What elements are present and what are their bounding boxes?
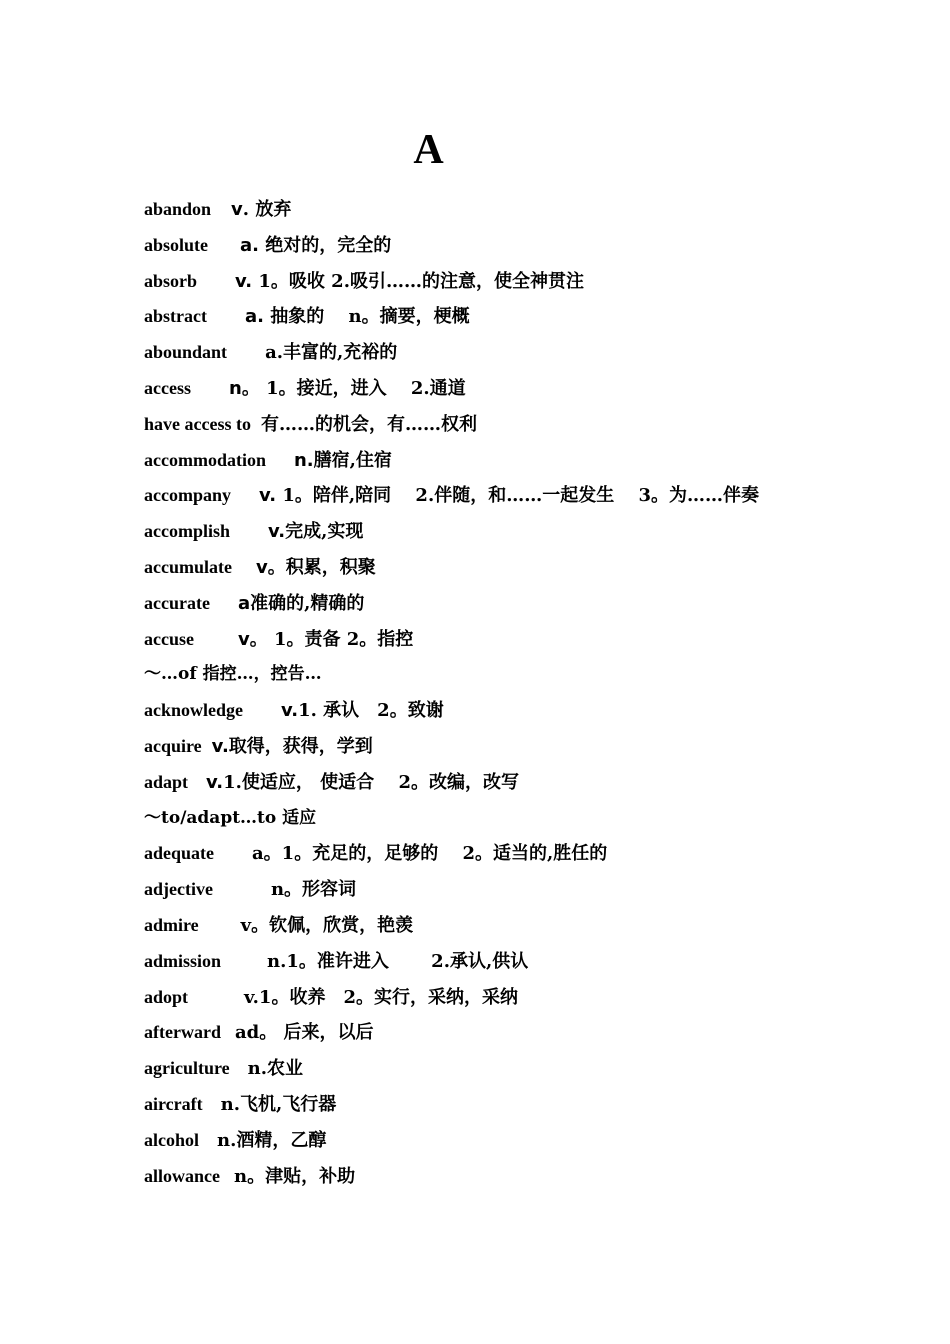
entry-word: adapt <box>144 771 189 792</box>
vocabulary-entry <box>144 371 844 407</box>
entry-word: aboundant <box>144 342 228 363</box>
entry-definition: 1。陪伴,陪同 2.伴随，和……一起发生 3。为……伴奏 <box>276 485 760 507</box>
entry-word: allowance <box>144 1165 220 1186</box>
entry-definition: 1.使适应， 使适合 2。改编，改写 <box>223 771 519 793</box>
entry-word: adequate <box>144 843 215 864</box>
entry-word: accommodation <box>144 449 266 470</box>
entry-definition: 取得，获得，学到 <box>228 735 373 757</box>
vocabulary-entry <box>144 228 844 264</box>
entry-word: alcohol <box>144 1129 200 1150</box>
entry-definition: 1. 承认 2。致谢 <box>298 700 444 722</box>
vocabulary-entry <box>144 407 844 443</box>
vocabulary-entry <box>144 192 844 228</box>
entry-word: acquire <box>144 735 202 756</box>
usage-note <box>144 801 844 837</box>
entry-word: accumulate <box>144 556 232 577</box>
part-of-speech: v. <box>268 521 286 543</box>
entry-word: aircraft <box>144 1093 203 1114</box>
entry-word: adopt <box>144 986 189 1007</box>
entry-word: absorb <box>144 270 198 291</box>
entry-word: access <box>144 377 191 398</box>
part-of-speech: v. <box>259 485 277 507</box>
entry-definition: 绝对的，完全的 <box>259 234 392 256</box>
usage-note-text: ～…of 指控…，控告… <box>144 664 322 685</box>
vocabulary-entry <box>144 443 844 479</box>
entry-definition: a.丰富的,充裕的 <box>265 342 398 364</box>
entry-definition: 。积累，积聚 <box>267 556 376 578</box>
entry-word: admire <box>144 914 199 935</box>
entry-word: accompany <box>144 485 231 506</box>
vocabulary-entry <box>144 1015 844 1051</box>
part-of-speech: v. <box>211 735 229 757</box>
entry-word: afterward <box>144 1022 221 1043</box>
entry-definition: n.1。准许进入 2.承认,供认 <box>267 950 529 972</box>
vocabulary-entry <box>144 944 844 980</box>
entry-definition: a。1。充足的，足够的 2。适当的,胜任的 <box>252 843 608 865</box>
entry-word: agriculture <box>144 1058 230 1079</box>
entry-definition: n。形容词 <box>270 879 357 901</box>
entry-definition: n.农业 <box>247 1058 304 1080</box>
vocabulary-entry <box>144 1123 844 1159</box>
entry-definition: 1。吸收 2.吸引……的注意，使全神贯注 <box>252 270 584 292</box>
entry-definition: n.飞机,飞行器 <box>220 1093 337 1115</box>
vocabulary-entry <box>144 335 844 371</box>
vocabulary-entry <box>144 765 844 801</box>
vocabulary-entry <box>144 264 844 300</box>
entry-definition: ad。 后来，以后 <box>234 1022 374 1044</box>
entry-definition: 完成,实现 <box>285 521 364 543</box>
entry-definition: 有……的机会，有……权利 <box>260 413 477 435</box>
entry-word: abandon <box>144 199 212 219</box>
vocabulary-list <box>144 192 844 1194</box>
entry-definition: n.酒精，乙醇 <box>217 1129 327 1151</box>
vocabulary-entry <box>144 478 844 514</box>
entry-word: have access to <box>144 413 251 434</box>
entry-word: accurate <box>144 592 210 613</box>
vocabulary-entry <box>144 693 844 729</box>
part-of-speech: v. <box>206 771 224 793</box>
vocabulary-entry <box>144 1087 844 1123</box>
usage-note-text: ～to/adapt…to 适应 <box>144 807 317 828</box>
entry-word: adjective <box>144 879 213 900</box>
part-of-speech: v <box>231 199 243 220</box>
vocabulary-entry <box>144 872 844 908</box>
part-of-speech: v <box>237 628 250 650</box>
vocabulary-entry <box>144 299 844 335</box>
vocabulary-entry <box>144 1159 844 1195</box>
entry-word: accomplish <box>144 521 231 542</box>
entry-word: absolute <box>144 234 209 255</box>
vocabulary-entry <box>144 980 844 1016</box>
entry-definition: n。津贴，补助 <box>234 1165 356 1187</box>
vocabulary-entry <box>144 550 844 586</box>
entry-definition: . 放弃 <box>242 199 292 220</box>
entry-definition: 。 1。责备 2。指控 <box>249 628 414 650</box>
entry-definition: v.1。收养 2。实行，采纳，采纳 <box>244 986 518 1008</box>
entry-word: abstract <box>144 306 207 327</box>
page-heading: A <box>413 127 444 173</box>
vocabulary-entry <box>144 586 844 622</box>
part-of-speech: n. <box>293 449 314 471</box>
entry-word: admission <box>144 950 222 971</box>
part-of-speech: v. <box>281 700 299 722</box>
part-of-speech: v. <box>235 270 253 292</box>
part-of-speech: a. <box>244 306 264 328</box>
entry-definition: v。钦佩，欣赏，艳羡 <box>240 914 414 936</box>
entry-definition: 准确的,精确的 <box>250 592 365 614</box>
entry-word: accuse <box>144 628 194 649</box>
entry-word: acknowledge <box>144 700 243 721</box>
vocabulary-entry <box>144 514 844 550</box>
vocabulary-entry <box>144 729 844 765</box>
part-of-speech: a <box>237 592 251 614</box>
entry-definition: 抽象的 n。摘要，梗概 <box>263 306 470 328</box>
usage-note <box>144 657 844 693</box>
entry-definition: 。 1。接近，进入 2.通道 <box>241 377 466 399</box>
part-of-speech: n <box>228 377 242 399</box>
part-of-speech: a. <box>240 234 259 256</box>
vocabulary-entry <box>144 908 844 944</box>
vocabulary-entry <box>144 622 844 658</box>
entry-definition: 膳宿,住宿 <box>313 449 392 471</box>
vocabulary-entry <box>144 836 844 872</box>
vocabulary-entry <box>144 1051 844 1087</box>
part-of-speech: v <box>255 556 268 578</box>
